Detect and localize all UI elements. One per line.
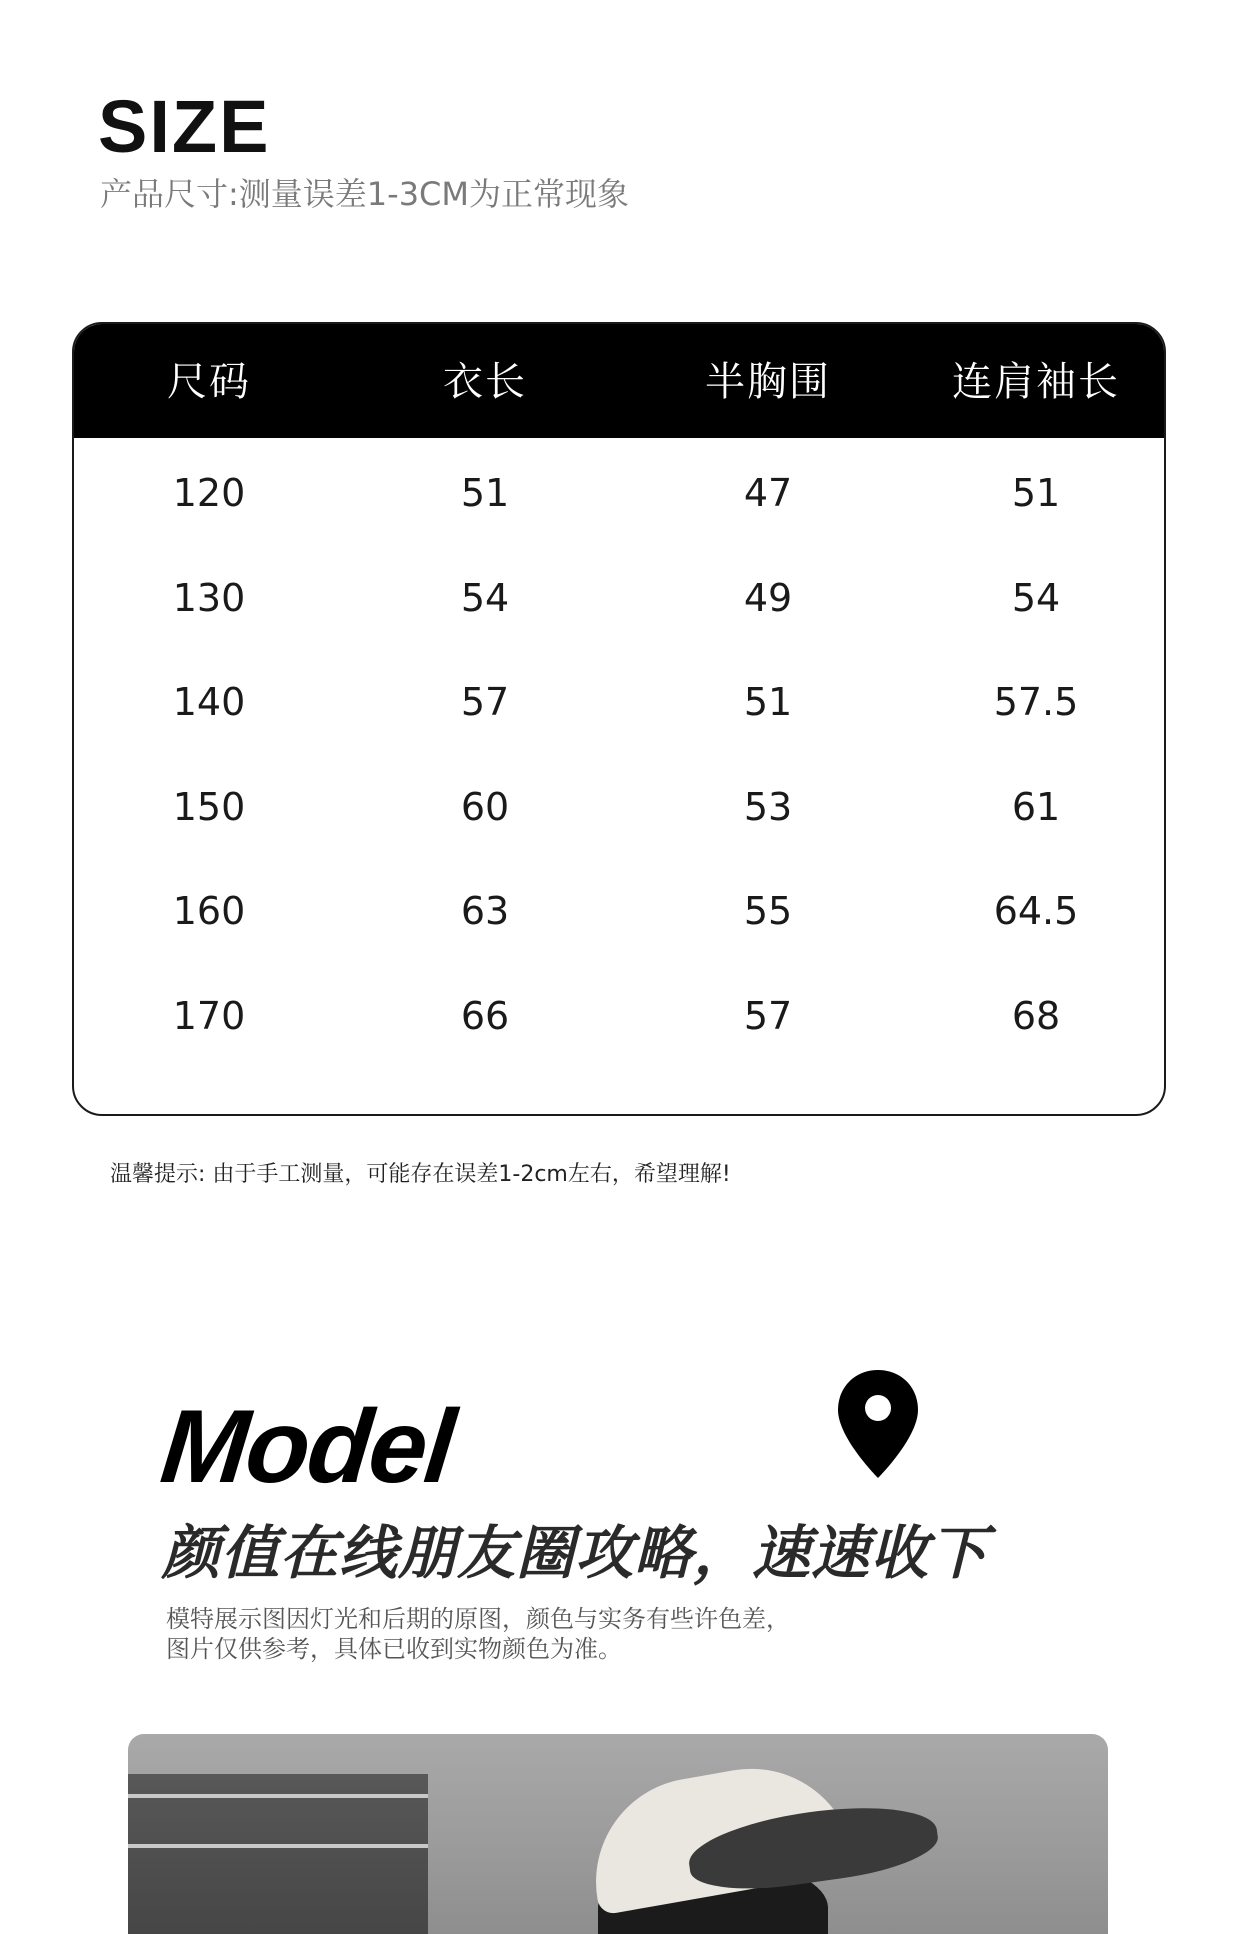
- model-description-line1: 模特展示图因灯光和后期的原图，颜色与实务有些许色差，: [166, 1605, 790, 1633]
- cell-length: 51: [460, 471, 510, 515]
- table-row: [74, 438, 1164, 543]
- size-table: [72, 322, 1166, 1116]
- table-row: [74, 647, 1164, 752]
- photo-door-line: [128, 1844, 428, 1848]
- cell-sleeve-length: 64.5: [993, 889, 1079, 933]
- model-description-line2: 图片仅供参考，具体已收到实物颜色为准。: [166, 1635, 622, 1663]
- cell-size: 130: [172, 575, 246, 620]
- measurement-note: 温馨提示: 由于手工测量，可能存在误差1-2cm左右，希望理解!: [110, 1162, 731, 1187]
- header-length: 衣长: [443, 359, 527, 405]
- cell-size: 140: [172, 680, 246, 724]
- header-half-chest: 半胸围: [705, 359, 831, 405]
- cell-length: 63: [460, 889, 510, 933]
- table-row: [74, 961, 1164, 1066]
- model-title: Model: [155, 1389, 459, 1505]
- header-sleeve-length: 连肩袖长: [952, 359, 1120, 405]
- header-size: 尺码: [167, 359, 251, 405]
- table-header: [74, 324, 1164, 438]
- cell-size: 120: [172, 471, 246, 515]
- cell-sleeve-length: 61: [1011, 784, 1061, 829]
- cell-half-chest: 57: [743, 993, 793, 1038]
- table-row: [74, 856, 1164, 961]
- location-pin-icon: [836, 1368, 920, 1480]
- size-title: SIZE: [98, 85, 271, 168]
- cell-length: 54: [460, 575, 510, 620]
- cell-size: 150: [172, 784, 246, 829]
- table-row: [74, 752, 1164, 857]
- photo-door-line: [128, 1794, 428, 1798]
- cell-size: 160: [172, 889, 246, 933]
- photo-background-door: [128, 1774, 428, 1934]
- cell-length: 57: [460, 680, 510, 724]
- cell-sleeve-length: 68: [1011, 993, 1061, 1038]
- cell-sleeve-length: 57.5: [993, 680, 1079, 724]
- cell-sleeve-length: 54: [1011, 575, 1061, 620]
- cell-half-chest: 55: [743, 889, 793, 933]
- model-headline: 颜值在线朋友圈攻略，速速收下: [162, 1519, 989, 1587]
- cell-sleeve-length: 51: [1011, 471, 1061, 515]
- cell-length: 60: [460, 784, 510, 829]
- cell-half-chest: 53: [743, 784, 793, 829]
- model-photo: [128, 1734, 1108, 1934]
- model-description: [166, 1604, 926, 1664]
- cell-half-chest: 51: [743, 680, 793, 724]
- table-body: [74, 438, 1164, 1065]
- cell-half-chest: 49: [743, 575, 793, 620]
- cell-size: 170: [172, 993, 246, 1038]
- cell-length: 66: [460, 993, 510, 1038]
- size-subtitle: 产品尺寸:测量误差1-3CM为正常现象: [100, 175, 630, 213]
- table-row: [74, 543, 1164, 648]
- cell-half-chest: 47: [743, 471, 793, 515]
